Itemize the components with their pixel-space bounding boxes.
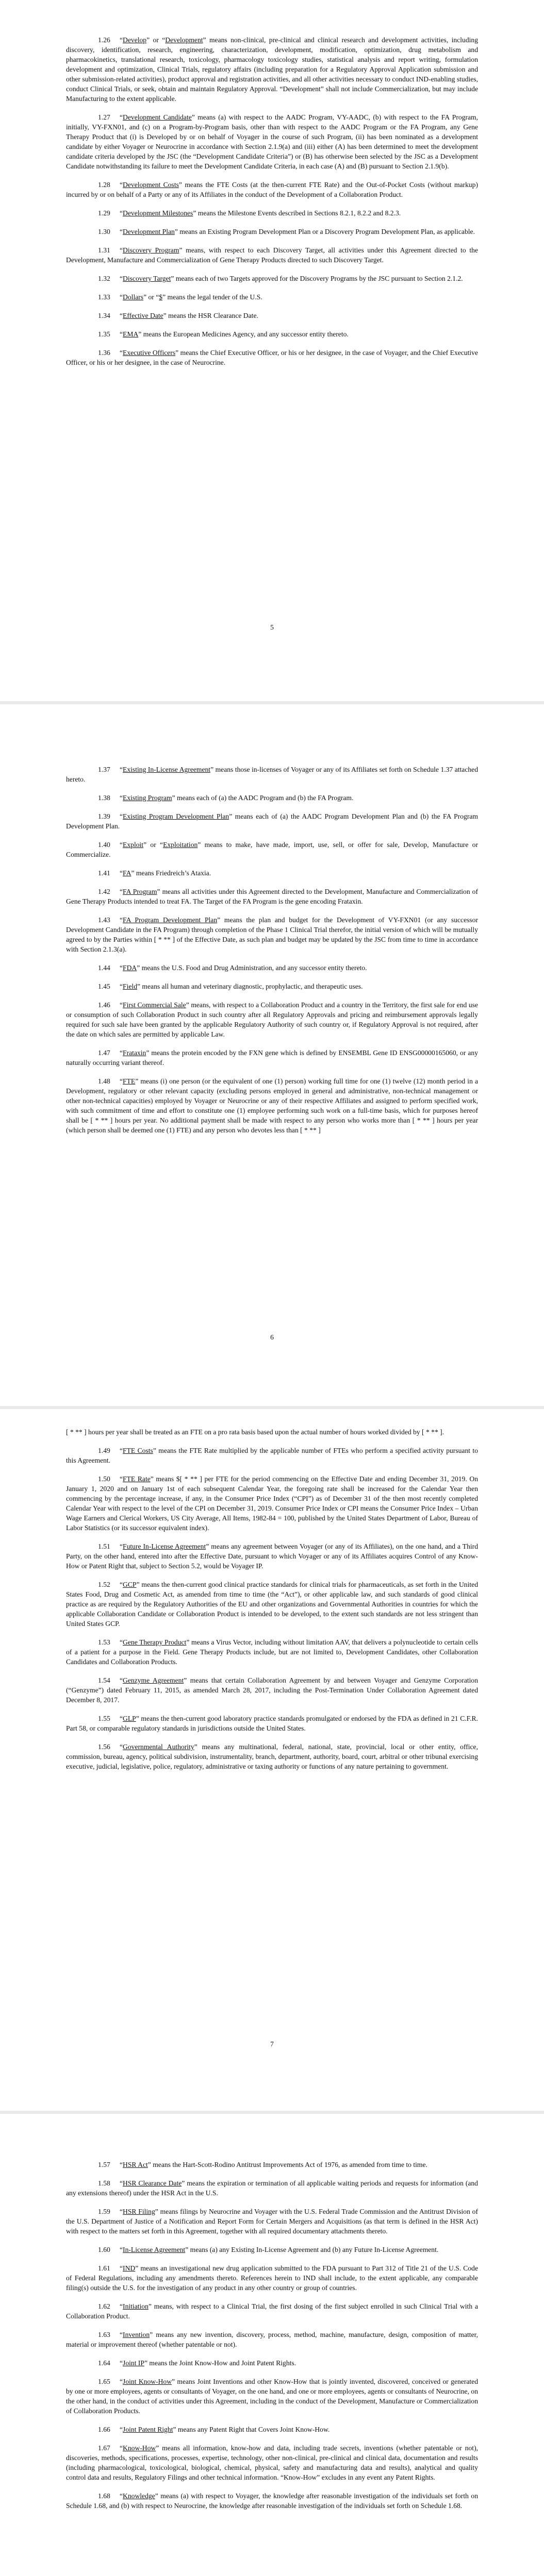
defined-term: Existing In-License Agreement <box>123 766 211 773</box>
definition-paragraph <box>66 2358 478 2368</box>
definition-number: 1.63 <box>98 2331 110 2338</box>
definition-number: 1.30 <box>98 228 110 235</box>
definition-paragraph <box>66 2301 478 2321</box>
definition-text: ” means the Hart-Scott-Rodino Antitrust Improvements Act of 1976, as amended from time to time. <box>147 2161 427 2168</box>
definition-number: 1.53 <box>98 1638 110 1646</box>
definition-number: 1.48 <box>98 1077 110 1085</box>
defined-term: Future In-License Agreement <box>123 1543 206 1550</box>
definition-paragraph <box>66 1048 478 1067</box>
open-quote: “ <box>120 181 123 189</box>
definition-text: ” means (a) with respect to Voyager, the knowledge after reasonable investigation of the individuals set forth on Schedule 1.68, and (b) with respect to Neurocrine, the knowledge after reasonable investigation of the individuals set forth on Schedule 1.68. <box>66 2492 478 2510</box>
definition-paragraph <box>66 208 478 218</box>
definition-number: 1.35 <box>98 330 110 338</box>
definition-paragraph <box>66 112 478 171</box>
term-separator: ” or “ <box>146 36 166 44</box>
definition-text: ” means any new invention, discovery, process, method, machine, manufacture, design, composition of matter, material or improvement thereof (whether patentable or not). <box>66 2331 478 2348</box>
definition-text: ” means the legal tender of the U.S. <box>162 293 262 301</box>
page-number: 5 <box>270 623 274 631</box>
open-quote: “ <box>120 2331 123 2338</box>
open-quote: “ <box>120 964 123 972</box>
open-quote: “ <box>120 2179 123 2187</box>
term-separator: ” or “ <box>143 841 163 849</box>
definition-text: ” means that certain Collaboration Agreement by and between Voyager and Genzyme Corporation (“Genzyme”) dated February 11, 2015, as amended March 28, 2017, including the Post-Termination Under Collaboration Agreement dated December 8, 2017. <box>66 1676 478 1704</box>
defined-term-alt: $ <box>159 293 163 301</box>
definition-text: ” means filings by Neurocrine and Voyager with the U.S. Federal Trade Commission and the Antitrust Division of the U.S. Department of Justice of a Notification and Report Form for Certain Mergers and Acquisitions (as that term is defined in the HSR Act) with respect to the matters set forth in this Agreement, together with all required documentary attachments thereto. <box>66 2208 478 2235</box>
definition-number: 1.45 <box>98 982 110 990</box>
definition-text: ” means a Virus Vector, including without limitation AAV, that delivers a polynucleotide to certain cells of a patient for a purpose in the Field. Gene Therapy Products include, but are not limited to, Development Candidates, other Collaboration Candidates and Collaboration Products. <box>66 1638 478 1666</box>
defined-term: HSR Filing <box>123 2208 155 2215</box>
definition-number: 1.42 <box>98 888 110 895</box>
definition-paragraph <box>66 1742 478 1771</box>
open-quote: “ <box>120 2208 123 2215</box>
definition-paragraph <box>66 765 478 784</box>
definition-paragraph <box>66 2443 478 2482</box>
definition-text: ” means the FTE Rate multiplied by the applicable number of FTEs who perform a specified activity pursuant to this Agreement. <box>66 1447 478 1464</box>
open-quote: “ <box>120 888 123 895</box>
definition-paragraph <box>66 227 478 236</box>
open-quote: “ <box>120 812 123 820</box>
page-number: 7 <box>270 2040 274 2048</box>
defined-term: Executive Officers <box>123 349 176 357</box>
open-quote: “ <box>120 113 123 121</box>
page-number: 6 <box>270 1333 274 1341</box>
definition-number: 1.54 <box>98 1676 110 1684</box>
definition-number: 1.58 <box>98 2179 110 2187</box>
definition-number: 1.40 <box>98 841 110 849</box>
definition-paragraph <box>66 840 478 859</box>
defined-term: Know-How <box>123 2444 156 2452</box>
definition-number: 1.51 <box>98 1543 110 1550</box>
definition-paragraph <box>66 274 478 283</box>
open-quote: “ <box>120 2378 123 2385</box>
defined-term: Development Plan <box>123 228 175 235</box>
definition-text: ” means non-clinical, pre-clinical and clinical research and development activities, including discovery, identification, research, engineering, characterization, development, modification, optimization, drug metabolism and pharmacokinetics, translational research, toxicology, pharmacology toxicology studies, statistical analysis and report writing, formulation development and optimization, Clinical Trials, regulatory affairs (including preparation for a Regulatory Approval Application submission and other submission-related activities), product approval and registration activities, and all other activities necessary to conduct IND-enabling studies, conduct Clinical Trials, or seek, obtain and maintain Regulatory Approval. “Development” shall not include Commercialization, but may include Manufacturing to the extent applicable. <box>66 36 478 103</box>
defined-term: Initiation <box>123 2302 149 2310</box>
definition-paragraph <box>66 2207 478 2236</box>
open-quote: “ <box>120 1001 123 1009</box>
defined-term: Existing Program Development Plan <box>123 812 229 820</box>
defined-term: Frataxin <box>123 1049 146 1057</box>
definition-number: 1.60 <box>98 2246 110 2253</box>
defined-term: Effective Date <box>123 312 163 319</box>
defined-term: FA Program Development Plan <box>123 916 218 924</box>
open-quote: “ <box>120 982 123 990</box>
definition-paragraph <box>66 963 478 973</box>
definition-paragraph <box>66 2425 478 2434</box>
definition-paragraph <box>66 868 478 878</box>
definition-number: 1.27 <box>98 113 110 121</box>
defined-term: Dollars <box>123 293 144 301</box>
definition-paragraph <box>66 180 478 199</box>
open-quote: “ <box>120 1049 123 1057</box>
definition-text: ” means the plan and budget for the Development of VY-FXN01 (or any successor Development Candidate in the FA Program) through completion of the Phase 1 Clinical Trial therefor, the initial version of which will be mutually agreed to by the Parties within [ * ** ] of the Effective Date, as such plan and budget may be updated by the JSC from time to time in accordance with Section 2.1.3(a). <box>66 916 479 953</box>
defined-term: IND <box>123 2264 136 2272</box>
definition-paragraph <box>66 1427 478 1437</box>
defined-term: FTE Costs <box>123 1447 153 1454</box>
definition-number: 1.52 <box>98 1581 110 1588</box>
definition-text: ” means the protein encoded by the FXN gene which is defined by ENSEMBL Gene ID ENSG00000165060, or any naturally occurring variant thereof. <box>66 1049 478 1066</box>
definition-text: ” means, with respect to each Discovery Target, all activities under this Agreement directed to the Development, Manufacture and Commercialization of Gene Therapy Products directed to such Discovery Target. <box>66 246 478 264</box>
open-quote: “ <box>120 2302 123 2310</box>
open-quote: “ <box>120 2492 123 2500</box>
definition-number: 1.55 <box>98 1715 110 1722</box>
definitions-list <box>66 2160 478 2519</box>
definition-text: ” means (a) any Existing In-License Agreement and (b) any Future In-License Agreement. <box>185 2246 439 2253</box>
open-quote: “ <box>120 1743 123 1751</box>
defined-term: Exploit <box>123 841 144 849</box>
defined-term: FDA <box>123 964 137 972</box>
open-quote: “ <box>120 293 123 301</box>
defined-term-alt: Exploitation <box>163 841 198 849</box>
definition-paragraph <box>66 1675 478 1705</box>
definition-text: ” means all human and veterinary diagnostic, prophylactic, and therapeutic uses. <box>137 982 363 990</box>
defined-term: Field <box>123 982 137 990</box>
definition-text: ” means those in-licenses of Voyager or any of its Affiliates set forth on Schedule 1.37 attached hereto. <box>66 766 478 783</box>
definition-number: 1.44 <box>98 964 110 972</box>
defined-term: Gene Therapy Product <box>123 1638 187 1646</box>
open-quote: “ <box>120 2264 123 2272</box>
definition-paragraph <box>66 915 478 954</box>
open-quote: “ <box>120 2246 123 2253</box>
definition-number: 1.64 <box>98 2359 110 2367</box>
defined-term: GLP <box>123 1715 136 1722</box>
defined-term-alt: Development <box>165 36 203 44</box>
open-quote: “ <box>120 1543 123 1550</box>
definition-paragraph <box>66 1580 478 1629</box>
definition-paragraph <box>66 2377 478 2416</box>
definition-paragraph <box>66 811 478 831</box>
definition-number: 1.57 <box>98 2161 110 2168</box>
open-quote: “ <box>120 36 123 44</box>
definition-number: 1.65 <box>98 2378 110 2385</box>
definition-paragraph <box>66 1714 478 1733</box>
definition-text: ” means (i) one person (or the equivalent of one (1) person) working full time for one (1) twelve (12) month period in a Development, regulatory or other relevant capacity (excluding persons employed in general and administrative, non-technical management or other non-technical capacities) employed by Voyager or Neurocrine or any of their respective Affiliates and assigned to perform specified work, with such commitment of time and effort to constitute one (1) employee performing such work on a full-time basis, which for purposes hereof shall be [ * ** ] hours per year. No additional payment shall be made with respect to any person who works more than [ * ** ] hours per year (which person shall be deemed one (1) FTE) and any person who devotes less than [ * ** ] <box>66 1077 478 1134</box>
definition-text: ” means the then-current good laboratory practice standards promulgated or endorsed by the FDA as defined in 21 C.F.R. Part 58, or comparable regulatory standards in jurisdictions outside the United States. <box>66 1715 478 1732</box>
defined-term: Governmental Authority <box>123 1743 194 1751</box>
definition-paragraph <box>66 1000 478 1039</box>
open-quote: “ <box>120 766 123 773</box>
definition-paragraph <box>66 1446 478 1465</box>
defined-term: GCP <box>123 1581 137 1588</box>
open-quote: “ <box>120 1638 123 1646</box>
definition-paragraph <box>66 2160 478 2170</box>
open-quote: “ <box>120 841 123 849</box>
definition-paragraph <box>66 2178 478 2198</box>
defined-term: Discovery Program <box>123 246 179 254</box>
defined-term: HSR Clearance Date <box>123 2179 182 2187</box>
defined-term: Development Candidate <box>123 113 192 121</box>
defined-term: Joint Know-How <box>123 2378 172 2385</box>
definition-text: ” means $[ * ** ] per FTE for the period commencing on the Effective Date and ending December 31, 2019. On January 1, 2020 and on January 1st of each subsequent Calendar Year, the foregoing rate shall be increased for the Calendar Year then commencing by the percentage increase, if any, in the Consumer Price Index (“CPI”) as of December 31 of the then most recently completed Calendar Year with respect to the level of the CPI on December 31, 2019. Consumer Price Index or CPI means the Consumer Price Index – Urban Wage Earners and Clerical Workers, US City Average, All Items, 1982-84 = 100, published by the United States Department of Labor, Bureau of Labor Statistics (or its successor equivalent index). <box>66 1475 478 1532</box>
open-quote: “ <box>120 1715 123 1722</box>
definition-text: ” means each of (a) the AADC Program and (b) the FA Program. <box>172 794 354 802</box>
definition-text: ” means the FTE Costs (at the then-current FTE Rate) and the Out-of-Pocket Costs (without markup) incurred by or on behalf of a Party or any of its Affiliates in the conduct of the Development of a Collaboration Product. <box>66 181 478 198</box>
definition-text: ” means any agreement between Voyager (or any of its Affiliates), on the one hand, and a Third Party, on the other hand, entered into after the Effective Date, pursuant to which Voyager or any of its Affiliates acquires Control of any Know-How or Patent Right that, subject to Section 5.2, would be Voyager IP. <box>66 1543 479 1570</box>
definition-text: ” means to make, have made, import, use, sell, or offer for sale, Develop, Manufacture or Commercialize. <box>66 841 478 858</box>
defined-term: EMA <box>123 330 139 338</box>
definition-number: 1.33 <box>98 293 110 301</box>
definitions-list <box>66 765 478 1144</box>
defined-term: FTE <box>123 1077 136 1085</box>
definition-text: ” means each of two Targets approved for the Discovery Programs by the JSC pursuant to Section 2.1.2. <box>171 275 463 282</box>
definition-text: ” means all information, know-how and data, including trade secrets, inventions (whether patentable or not), discoveries, methods, specifications, processes, expertise, technology, other non-clinical, pre-clinical and clinical data, documentation and results (including pharmacological, toxicological, biological, chemical, physical, safety and manufacturing data and results), analytical and quality control data and results, Regulatory Filings and other technical information. “Know-How” excludes in any event any Patent Rights. <box>66 2444 478 2481</box>
definition-text: ” means (a) with respect to the AADC Program, VY-AADC, (b) with respect to the FA Program, initially, VY-FXN01, and (c) on a Program-by-Program basis, other than with respect to the AADC Program or the FA Program, any Gene Therapy Product that (i) is Developed by or on behalf of Voyager in the course of such Program, (ii) has been nominated as a development candidate by either Voyager or Neurocrine in accordance with Section 2.1.9(a) and (iii) either (A) has been determined to meet the development candidate criteria developed by the JSC (the “Development Candidate Criteria”) or (B) has otherwise been selected by the JSC as a Development Candidate notwithstanding its failure to meet the Development Candidate Criteria, in each case (A) and (B) pursuant to Section 2.1.9(b). <box>66 113 478 170</box>
definition-text: ” means the U.S. Food and Drug Administration, and any successor entity thereto. <box>137 964 367 972</box>
definition-number: 1.66 <box>98 2426 110 2433</box>
definition-paragraph <box>66 1637 478 1667</box>
open-quote: “ <box>120 869 123 877</box>
defined-term: Development Costs <box>123 181 179 189</box>
definition-number: 1.28 <box>98 181 110 189</box>
definition-number: 1.31 <box>98 246 110 254</box>
definition-number: 1.49 <box>98 1447 110 1454</box>
open-quote: “ <box>120 916 123 924</box>
definition-text: ” means each of (a) the AADC Program Development Plan and (b) the FA Program Development Plan. <box>66 812 478 830</box>
definition-paragraph <box>66 1076 478 1135</box>
definition-paragraph <box>66 1474 478 1533</box>
definition-number: 1.61 <box>98 2264 110 2272</box>
defined-term: Existing Program <box>123 794 172 802</box>
open-quote: “ <box>120 1676 123 1684</box>
definition-text: ” means the then-current good clinical practice standards for clinical trials for pharmaceuticals, as set forth in the United States Food, Drug and Cosmetic Act, as amended from time to time (the “Act”), or other applicable law, and such standards of good clinical practice as are required by the Regulatory Authorities of the EU and other organizations and Governmental Authorities in countries for which the applicable Collaboration Candidate or Collaboration Product is intended to be developed, to the extent such standards are not less stringent than United States GCP. <box>66 1581 478 1628</box>
page-divider <box>0 1406 544 1409</box>
defined-term: Develop <box>123 36 147 44</box>
open-quote: “ <box>120 794 123 802</box>
definition-paragraph <box>66 887 478 906</box>
defined-term: Joint IP <box>123 2359 144 2367</box>
term-separator: ” or “ <box>143 293 159 301</box>
open-quote: “ <box>120 1475 123 1483</box>
defined-term: Invention <box>123 2331 150 2338</box>
definition-text: ” means, with respect to a Collaboration Product and a country in the Territory, the first sale for end use or consumption of such Collaboration Product in such country after all Regulatory Approvals and pricing and reimbursement approvals legally required for such sale have been granted by the applicable Regulatory Authority of such country or, if Regulatory Approval is not required, after the date on which sales are permitted by applicable Law. <box>66 1001 478 1038</box>
definition-text: ” means the HSR Clearance Date. <box>163 312 258 319</box>
definition-paragraph <box>66 329 478 339</box>
definition-paragraph <box>66 348 478 367</box>
defined-term: Knowledge <box>123 2492 155 2500</box>
definition-text: ” means Friedreich’s Ataxia. <box>131 869 211 877</box>
definition-number: 1.46 <box>98 1001 110 1009</box>
defined-term: In-License Agreement <box>123 2246 186 2253</box>
definition-text: ” means any Patent Right that Covers Joint Know-How. <box>173 2426 330 2433</box>
definition-paragraph <box>66 35 478 104</box>
defined-term: FA Program <box>123 888 157 895</box>
definition-paragraph <box>66 981 478 991</box>
defined-term: Development Milestones <box>123 209 193 217</box>
definition-number: 1.32 <box>98 275 110 282</box>
definition-text: [ * ** ] hours per year shall be treated as an FTE on a pro rata basis based upon the actual number of hours worked divided by [ * ** ]. <box>66 1428 444 1436</box>
open-quote: “ <box>120 330 123 338</box>
document-page <box>0 2114 544 2576</box>
page-divider <box>0 2111 544 2114</box>
definition-number: 1.26 <box>98 36 110 44</box>
definition-number: 1.43 <box>98 916 110 924</box>
definition-text: ” means an investigational new drug application submitted to the FDA pursuant to Part 312 of Title 21 of the U.S. Code of Federal Regulations, including any amendments thereto. References herein to IND shall include, to the extent applicable, any comparable filing(s) outside the U.S. for the investigation of any product in any other country or group of countries. <box>66 2264 478 2292</box>
defined-term: First Commercial Sale <box>123 1001 186 1009</box>
definition-number: 1.29 <box>98 209 110 217</box>
definition-text: ” means an Existing Program Development Plan or a Discovery Program Development Plan, as applicable. <box>174 228 475 235</box>
open-quote: “ <box>120 312 123 319</box>
definitions-list <box>66 35 478 376</box>
definition-paragraph <box>66 2330 478 2349</box>
defined-term: Discovery Target <box>123 275 171 282</box>
definition-text: ” means all activities under this Agreement directed to the Development, Manufacture and Commercialization of Gene Therapy Products intended to treat FA. The Target of the FA Program is the gene encoding Frataxin. <box>66 888 478 905</box>
definition-text: ” means, with respect to a Clinical Trial, the first dosing of the first subject enrolled in such Clinical Trial with a Collaboration Product. <box>66 2302 478 2320</box>
definition-number: 1.62 <box>98 2302 110 2310</box>
definition-text: ” means Joint Inventions and other Know-How that is jointly invented, discovered, conceived or generated by one or more employees, agents or consultants of Voyager, on the one hand, and one or more employees, agents or consultants of Neurocrine, on the other hand, in the conduct of activities under this Agreement, including in the conduct of the Development, Manufacture or Commercialization of Collaboration Products. <box>66 2378 478 2415</box>
definition-number: 1.50 <box>98 1475 110 1483</box>
open-quote: “ <box>120 1447 123 1454</box>
definition-number: 1.68 <box>98 2492 110 2500</box>
document-page <box>0 705 544 1408</box>
definition-paragraph <box>66 2491 478 2511</box>
defined-term: FTE Rate <box>123 1475 151 1483</box>
document-page <box>0 0 544 701</box>
definition-paragraph <box>66 292 478 302</box>
definition-number: 1.37 <box>98 766 110 773</box>
open-quote: “ <box>120 1077 123 1085</box>
definition-text: ” means the expiration or termination of all applicable waiting periods and requests for information (and any extensions thereof) under the HSR Act in the U.S. <box>66 2179 478 2197</box>
definition-text: ” means any multinational, federal, national, state, provincial, local or other entity, office, commission, bureau, agency, political subdivision, instrumentality, branch, department, authority, board, court, arbitral or other tribunal exercising executive, judicial, legislative, police, regulatory, administrative or taxing authority or functions of any nature pertaining to government. <box>66 1743 478 1770</box>
definition-paragraph <box>66 793 478 803</box>
open-quote: “ <box>120 275 123 282</box>
definition-text: ” means the European Medicines Agency, and any successor entity thereto. <box>138 330 349 338</box>
open-quote: “ <box>120 2359 123 2367</box>
document-page <box>0 1410 544 2112</box>
defined-term: Genzyme Agreement <box>123 1676 184 1684</box>
open-quote: “ <box>120 1581 123 1588</box>
definition-number: 1.41 <box>98 869 110 877</box>
definition-number: 1.39 <box>98 812 110 820</box>
definitions-list <box>66 1427 478 1780</box>
open-quote: “ <box>120 2426 123 2433</box>
defined-term: HSR Act <box>123 2161 148 2168</box>
definition-number: 1.67 <box>98 2444 110 2452</box>
definition-number: 1.47 <box>98 1049 110 1057</box>
definition-paragraph <box>66 311 478 320</box>
defined-term: FA <box>123 869 131 877</box>
open-quote: “ <box>120 2161 123 2168</box>
definition-number: 1.56 <box>98 1743 110 1751</box>
definition-paragraph <box>66 1541 478 1571</box>
definition-text: ” means the Joint Know-How and Joint Patent Rights. <box>144 2359 296 2367</box>
definition-text: ” means the Chief Executive Officer, or his or her designee, in the case of Voyager, and the Chief Executive Officer, or his or her designee, in the case of Neurocrine. <box>66 349 478 366</box>
open-quote: “ <box>120 2444 123 2452</box>
definition-number: 1.34 <box>98 312 110 319</box>
open-quote: “ <box>120 209 123 217</box>
defined-term: Joint Patent Right <box>123 2426 173 2433</box>
definition-number: 1.59 <box>98 2208 110 2215</box>
definition-number: 1.38 <box>98 794 110 802</box>
definition-paragraph <box>66 245 478 265</box>
open-quote: “ <box>120 349 123 357</box>
definition-paragraph <box>66 2263 478 2293</box>
open-quote: “ <box>120 246 123 254</box>
page-divider <box>0 701 544 704</box>
definition-text: ” means the Milestone Events described in Sections 8.2.1, 8.2.2 and 8.2.3. <box>193 209 401 217</box>
open-quote: “ <box>120 228 123 235</box>
definition-number: 1.36 <box>98 349 110 357</box>
definition-paragraph <box>66 2245 478 2255</box>
